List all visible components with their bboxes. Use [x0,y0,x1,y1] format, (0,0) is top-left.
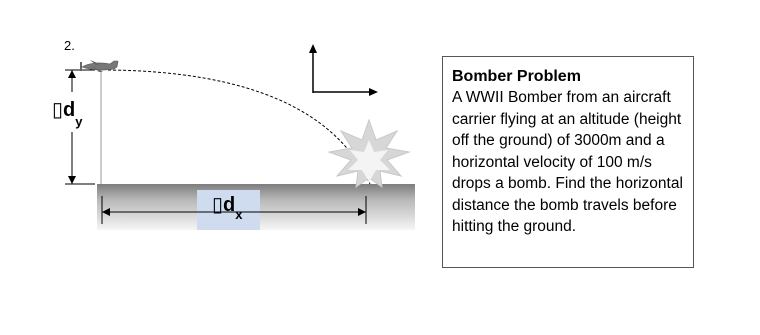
explosion-icon [329,120,409,187]
dx-main: d [223,194,236,216]
problem-body: A WWII Bomber from an aircraft carrier flying at an altitude (height off the ground) of 3000m and a horizontal velocity of 100 m/s drops a bomb. Find the horizontal distance the bomb travels before hitting the ground. [452,89,683,235]
dx-delta: ▯ [212,194,224,216]
trajectory-path [108,70,370,184]
problem-title: Bomber Problem [452,68,581,85]
axes-icon [309,44,378,96]
dx-sub: x [235,207,243,222]
dy-sub: y [75,114,83,129]
dy-main: d [63,99,76,121]
problem-box [442,56,694,268]
dy-delta: ▯ [52,99,64,121]
problem-number: 2. [64,38,75,53]
